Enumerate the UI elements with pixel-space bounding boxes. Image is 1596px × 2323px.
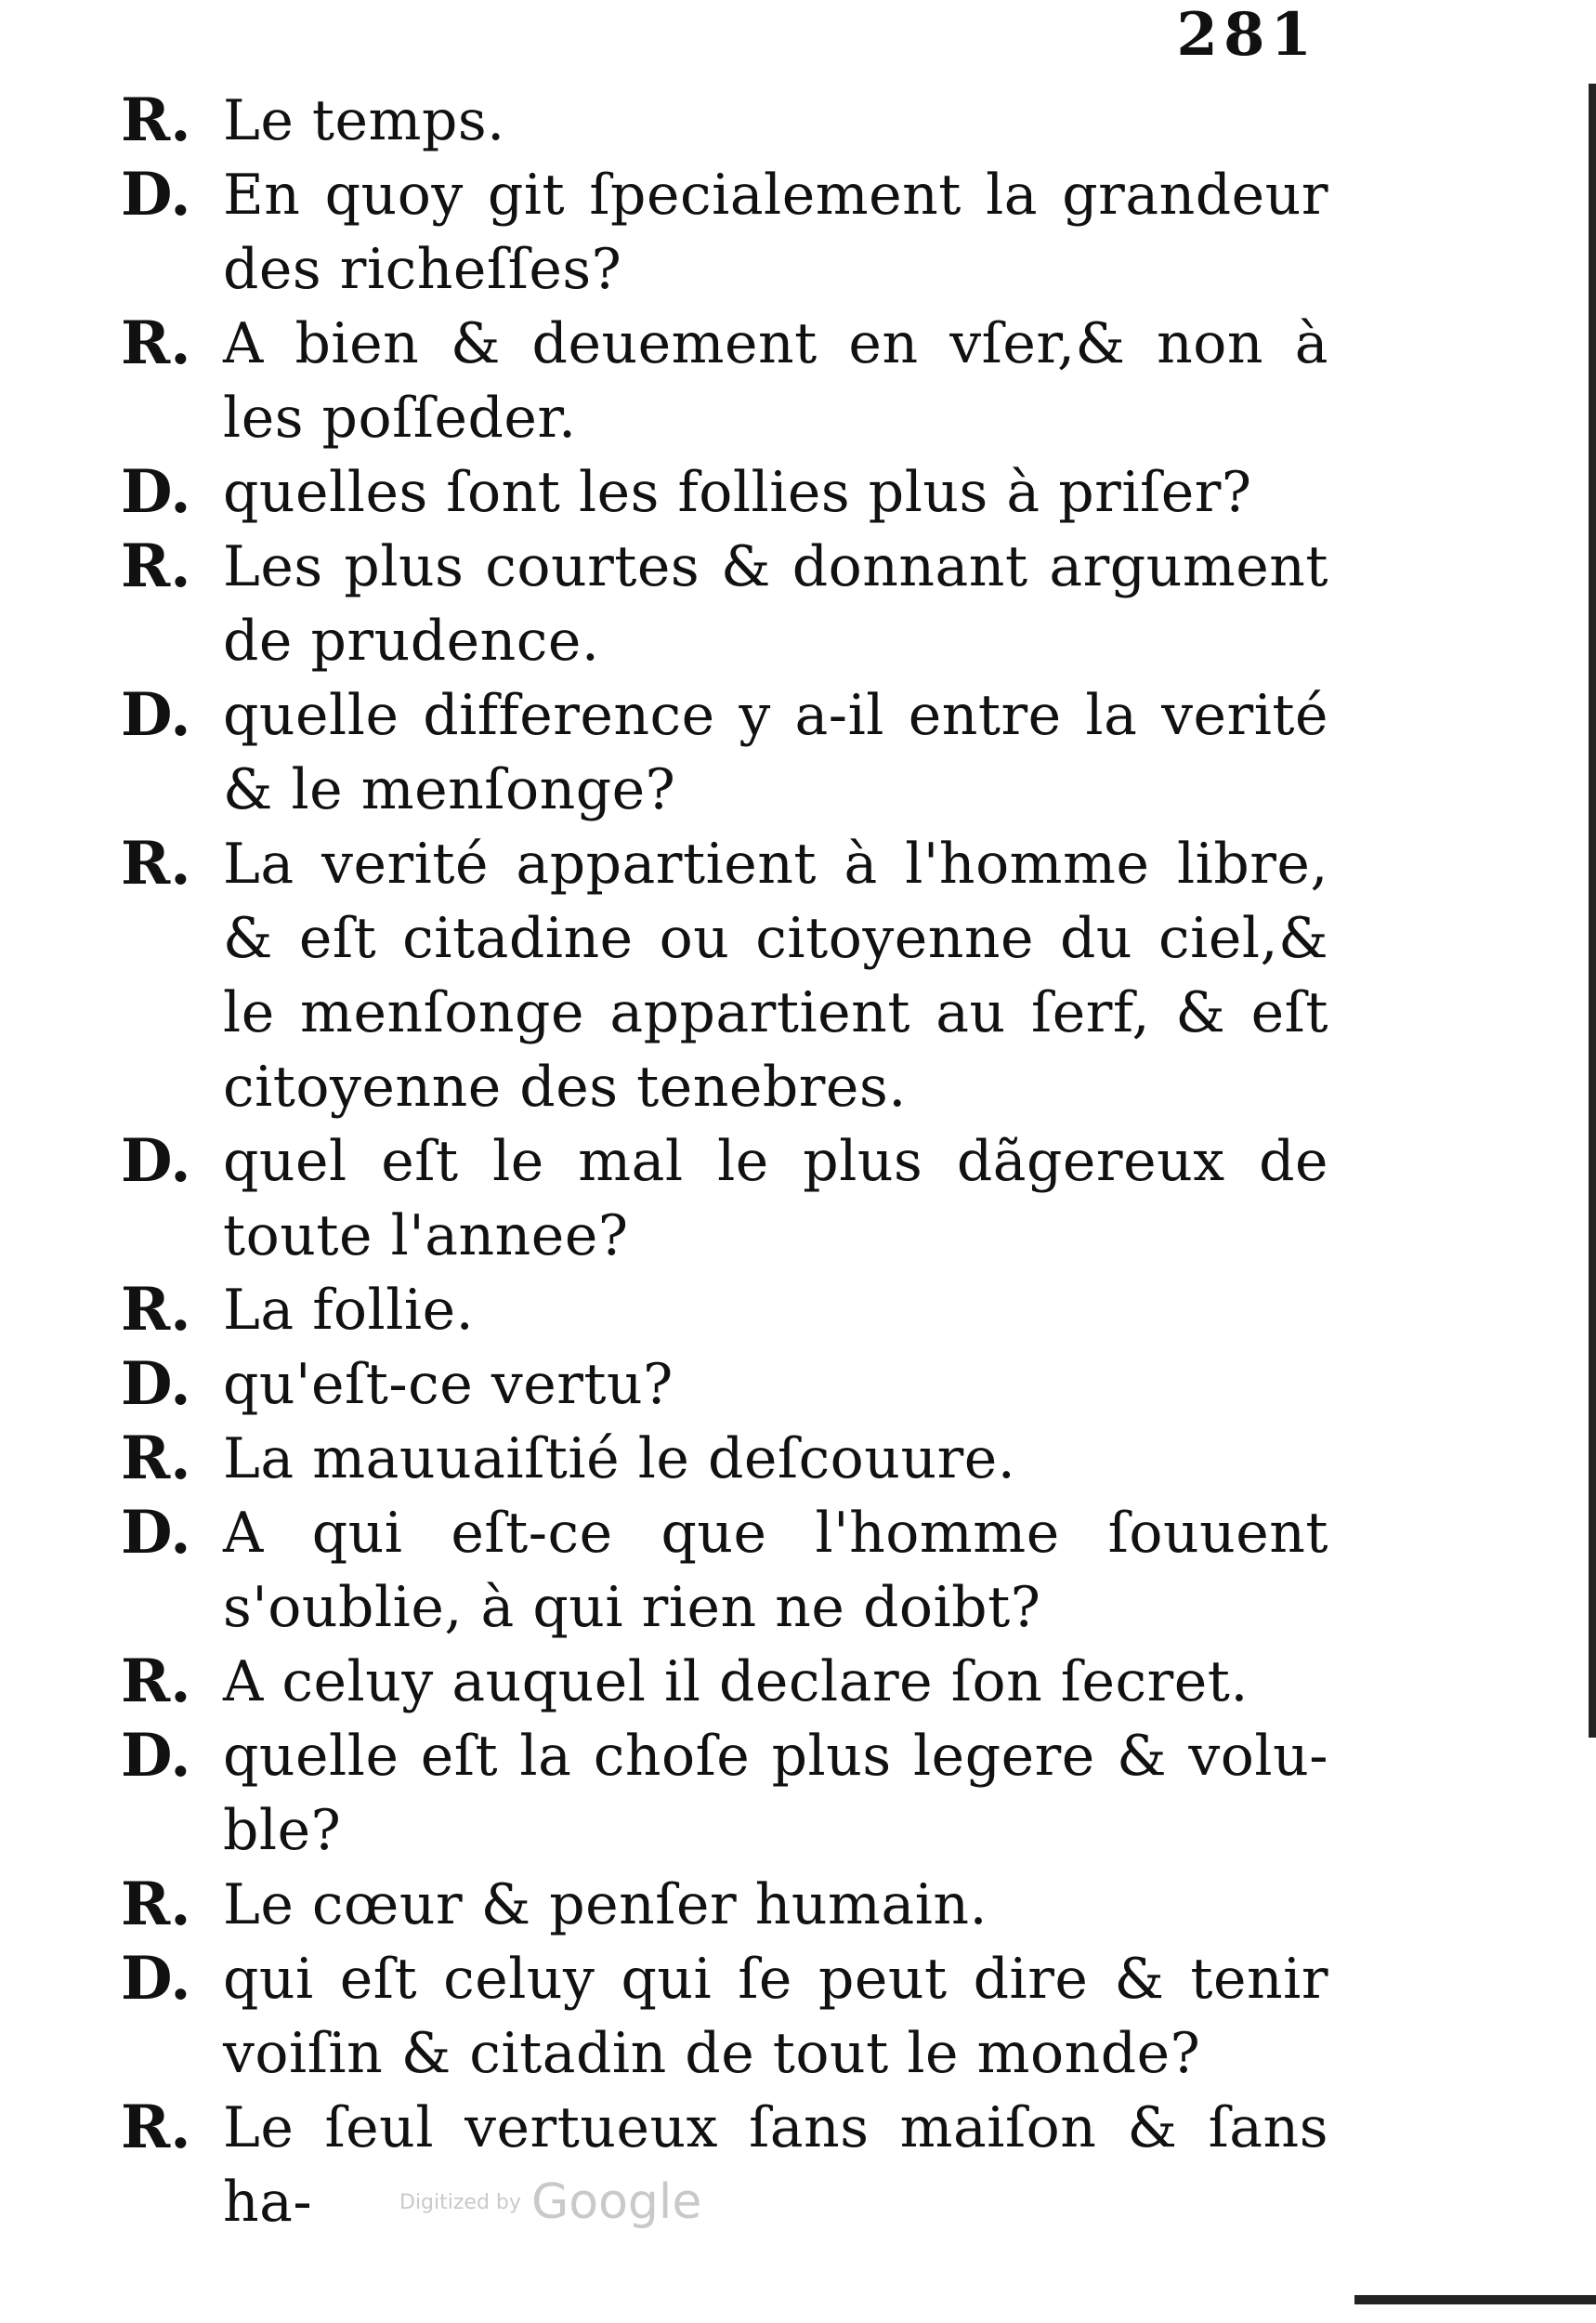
entry-text: La mauuaiſtié le deſcouure. — [223, 1426, 1016, 1491]
speaker-marker: R. — [121, 1275, 191, 1345]
dialogue-entry — [121, 1942, 1328, 2091]
speaker-marker: R. — [121, 1870, 191, 1939]
watermark-brand: Google — [531, 2174, 702, 2230]
entry-text: La follie. — [223, 1278, 475, 1343]
dialogue-entry — [121, 827, 1328, 1124]
entry-text: A celuy auquel il declare ſon ſecret. — [223, 1649, 1249, 1714]
speaker-marker: R. — [121, 1647, 191, 1716]
dialogue-entry — [121, 1496, 1328, 1645]
right-edge-rule — [1589, 84, 1596, 1738]
dialogue-entry — [121, 455, 1328, 530]
speaker-marker: R. — [121, 2093, 191, 2162]
dialogue-entry — [121, 530, 1328, 678]
dialogue-entry — [121, 1347, 1328, 1422]
entry-text: qu'eſt-ce vertu? — [223, 1352, 674, 1417]
dialogue-entry — [121, 1273, 1328, 1347]
speaker-marker: R. — [121, 1424, 191, 1493]
speaker-marker: R. — [121, 85, 191, 155]
watermark-prefix: Digitized by — [399, 2190, 521, 2214]
entry-text: Le ſeul vertueux ſans maiſon & ſans ha- — [223, 2095, 1328, 2235]
dialogue-entry — [121, 1124, 1328, 1273]
entry-text: quelles ſont les follies plus à priſer? — [223, 460, 1252, 525]
speaker-marker: D. — [121, 160, 191, 230]
digitized-watermark — [399, 2174, 701, 2230]
dialogue-entry — [121, 1868, 1328, 1942]
entry-text: Les plus courtes & donnant argument de prudence. — [223, 534, 1328, 674]
speaker-marker: D. — [121, 1498, 191, 1568]
speaker-marker: D. — [121, 1721, 191, 1791]
dialogue-entries — [121, 84, 1328, 2239]
entry-text: A bien & deuement en vſer,& non à les poſſeder. — [223, 311, 1328, 451]
dialogue-entry — [121, 2091, 1328, 2239]
entry-text: A qui eſt-ce que l'homme ſouuent s'oublie, à qui rien ne doibt? — [223, 1501, 1328, 1640]
dialogue-entry — [121, 84, 1328, 158]
speaker-marker: D. — [121, 1349, 191, 1419]
dialogue-entry — [121, 307, 1328, 455]
entry-text: quelle difference y a-il entre la verité & le menſonge? — [223, 683, 1328, 822]
entry-text: qui eſt celuy qui ſe peut dire & tenir voiſin & citadin de tout le monde? — [223, 1947, 1328, 2086]
dialogue-entry — [121, 1422, 1328, 1496]
speaker-marker: D. — [121, 680, 191, 750]
entry-text: La verité appartient à l'homme libre, & eſt citadine ou citoyenne du ciel,& le menſonge appartient au ſerf, & eſt citoyenne des tenebres. — [223, 832, 1328, 1120]
speaker-marker: D. — [121, 1944, 191, 2014]
entry-text: quel eſt le mal le plus dãgereux de toute l'annee? — [223, 1129, 1328, 1268]
left-margin-bleed — [0, 0, 65, 2323]
page-number: 281 — [1176, 0, 1317, 70]
dialogue-entry — [121, 158, 1328, 307]
speaker-marker: R. — [121, 829, 191, 899]
bottom-edge-rule — [1354, 2295, 1596, 2304]
entry-text: Le cœur & penſer humain. — [223, 1872, 988, 1937]
entry-text: En quoy git ſpecialement la grandeur des richeſſes? — [223, 163, 1328, 302]
entry-text: quelle eſt la choſe plus legere & volu-ble? — [223, 1724, 1328, 1863]
entry-text: Le temps. — [223, 88, 505, 153]
speaker-marker: R. — [121, 308, 191, 378]
dialogue-entry — [121, 1645, 1328, 1719]
dialogue-entry — [121, 1719, 1328, 1868]
speaker-marker: R. — [121, 532, 191, 601]
speaker-marker: D. — [121, 1126, 191, 1196]
dialogue-entry — [121, 678, 1328, 827]
speaker-marker: D. — [121, 457, 191, 527]
